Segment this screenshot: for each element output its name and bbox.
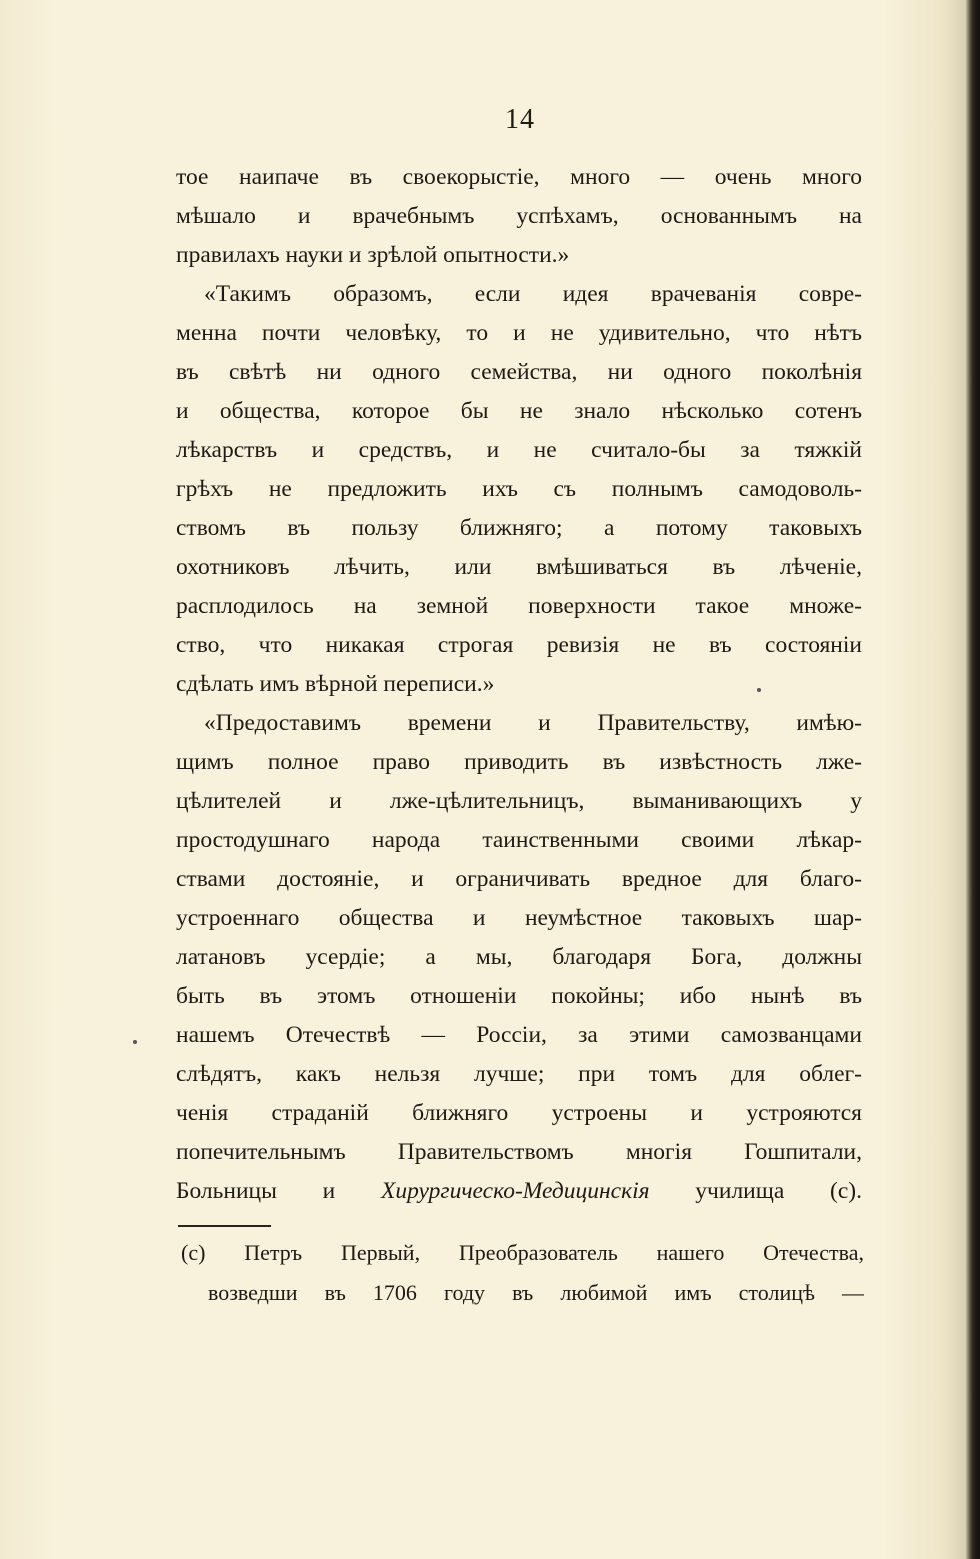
text-line: сдѣлать имъ вѣрной переписи.» bbox=[176, 671, 495, 697]
speck bbox=[133, 1040, 137, 1044]
text-line-final bbox=[176, 1172, 862, 1211]
footnote-line-2: возведши въ 1706 году въ любимой имъ столицѣ — bbox=[208, 1280, 864, 1305]
text-segment: Больницы и bbox=[176, 1178, 336, 1204]
text-line: попечительнымъ Правительствомъ многія Гошпитали, bbox=[176, 1139, 862, 1165]
text-line: нашемъ Отечествѣ — Россіи, за этими самозванцами bbox=[176, 1022, 862, 1048]
text-line: устроеннаго общества и неумѣстное таковыхъ шар- bbox=[176, 905, 862, 931]
text-line: менна почти человѣку, то и не удивительно, что нѣтъ bbox=[176, 320, 862, 346]
body-text bbox=[176, 158, 862, 1211]
text-line: ченія страданій ближняго устроены и устрояются bbox=[176, 1100, 862, 1126]
page-edge-shadow bbox=[966, 0, 980, 1559]
text-line: правилахъ науки и зрѣлой опытности.» bbox=[176, 242, 570, 268]
text-line: «Предоставимъ времени и Правительству, имѣю- bbox=[204, 710, 862, 736]
text-line: грѣхъ не предложить ихъ съ полнымъ самодоволь- bbox=[176, 476, 862, 502]
text-line: лѣкарствъ и средствъ, и не считало-бы за тяжкій bbox=[176, 437, 862, 463]
footnote bbox=[181, 1233, 864, 1313]
text-line: латановъ усердіе; а мы, благодаря Бога, должны bbox=[176, 944, 862, 970]
text-line: въ свѣтѣ ни одного семейства, ни одного поколѣнія bbox=[176, 359, 862, 385]
text-line: тое наипаче въ своекорыстіе, много — очень много bbox=[176, 164, 862, 190]
footnote-line-1: (c) Петръ Первый, Преобразователь нашего Отечества, bbox=[181, 1240, 864, 1265]
text-line: щимъ полное право приводить въ извѣстность лже- bbox=[176, 749, 862, 775]
text-line: быть въ этомъ отношеніи покойны; ибо нынѣ въ bbox=[176, 983, 862, 1009]
italic-segment: Хирургическо-Медицинскія bbox=[381, 1178, 650, 1204]
text-line: охотниковъ лѣчить, или вмѣшиваться въ лѣченіе, bbox=[176, 554, 862, 580]
speck bbox=[757, 688, 761, 692]
text-line: простодушнаго народа таинственными своими лѣкар- bbox=[176, 827, 862, 853]
text-line: и общества, которое бы не знало нѣсколько сотенъ bbox=[176, 398, 862, 424]
text-line: ство, что никакая строгая ревизія не въ состояніи bbox=[176, 632, 862, 658]
page-number: 14 bbox=[505, 104, 535, 135]
text-line: «Такимъ образомъ, если идея врачеванія совре- bbox=[204, 281, 862, 307]
footnote-rule bbox=[178, 1225, 271, 1227]
text-line: ствомъ въ пользу ближняго; а потому таковыхъ bbox=[176, 515, 862, 541]
text-line: расплодилось на земной поверхности такое множе- bbox=[176, 593, 862, 619]
text-line: ствами достояніе, и ограничивать вредное для благо- bbox=[176, 866, 862, 892]
text-line: цѣлителей и лже-цѣлительницъ, выманивающихъ у bbox=[176, 788, 862, 814]
text-segment: училища (c). bbox=[695, 1178, 862, 1204]
text-line: мѣшало и врачебнымъ успѣхамъ, основаннымъ на bbox=[176, 203, 862, 229]
text-line: слѣдятъ, какъ нельзя лучше; при томъ для облег- bbox=[176, 1061, 862, 1087]
